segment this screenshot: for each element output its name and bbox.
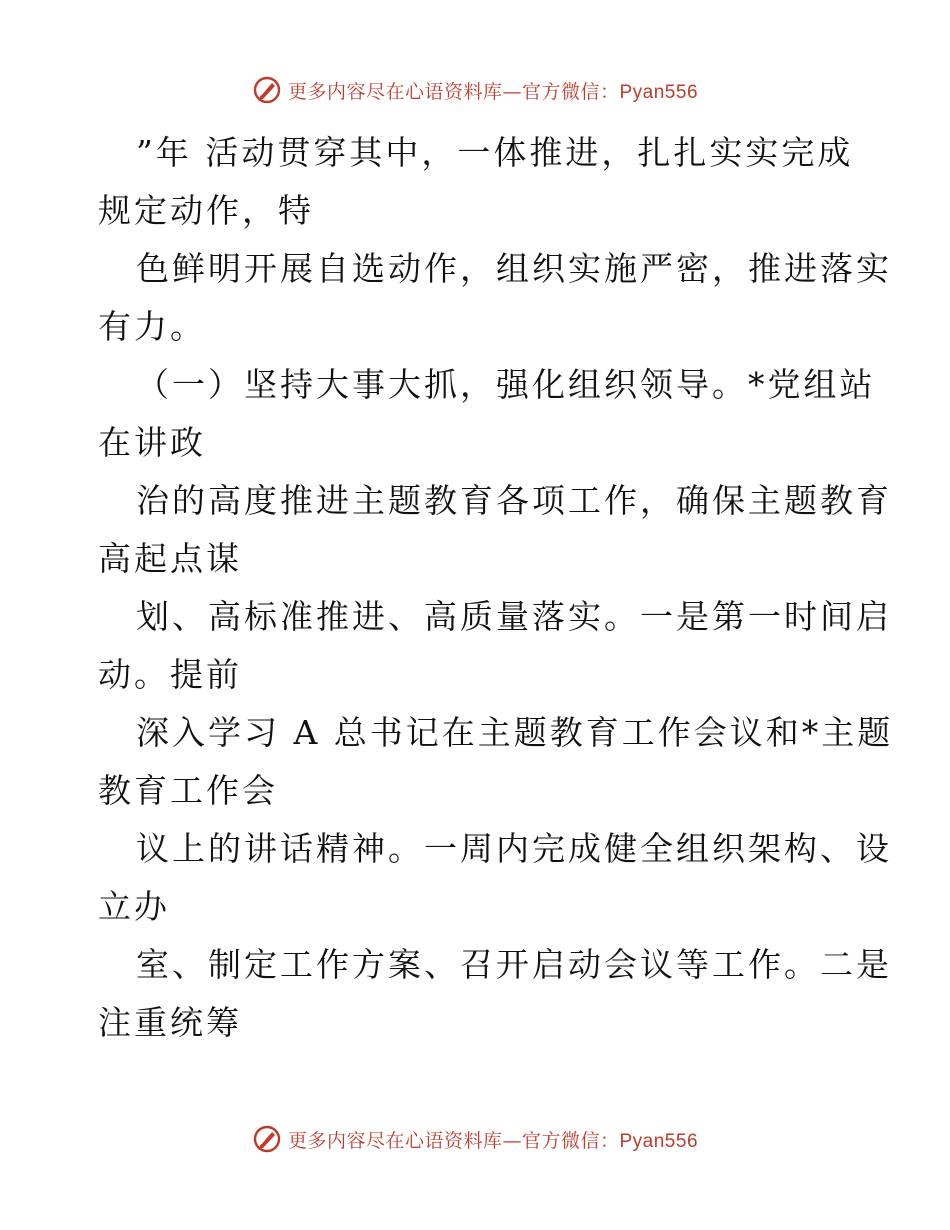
text-line: 议上的讲话精神。一周内完成健全组织架构、设 bbox=[136, 829, 892, 868]
text-line: 动。提前 bbox=[98, 655, 242, 694]
header-watermark bbox=[0, 72, 950, 108]
text-line: 教育工作会 bbox=[98, 771, 278, 810]
text-line: 划、高标准推进、高质量落实。一是第一时间启 bbox=[136, 597, 892, 636]
text-line: 在讲政 bbox=[98, 423, 206, 462]
text-line: 色鲜明开展自选动作，组织实施严密，推进落实 bbox=[136, 249, 892, 288]
text-line: 深入学习 A 总书记在主题教育工作会议和*主题 bbox=[136, 713, 894, 752]
text-line: 有力。 bbox=[98, 307, 206, 346]
text-line: 高起点谋 bbox=[98, 539, 242, 578]
text-line: 立办 bbox=[98, 887, 170, 926]
watermark-id: Pyan556 bbox=[619, 81, 699, 103]
watermark-text: 更多内容尽在心语资料库 bbox=[287, 80, 503, 103]
text-line: 室、制定工作方案、召开启动会议等工作。二是 bbox=[136, 945, 892, 984]
body-text bbox=[98, 124, 894, 1052]
watermark-label: 官方微信： bbox=[521, 1129, 620, 1152]
watermark-text: 更多内容尽在心语资料库 bbox=[287, 1129, 503, 1152]
text-line: 注重统筹 bbox=[98, 1003, 242, 1042]
text-line: 治的高度推进主题教育各项工作，确保主题教育 bbox=[136, 481, 892, 520]
text-line: （一）坚持大事大抓，强化组织领导。*党组站 bbox=[136, 365, 876, 404]
pen-logo-icon bbox=[252, 75, 282, 105]
watermark-dash: — bbox=[502, 80, 522, 103]
watermark-label: 官方微信： bbox=[521, 80, 620, 103]
watermark-id: Pyan556 bbox=[619, 1130, 699, 1152]
watermark-dash: — bbox=[502, 1129, 522, 1152]
pen-logo-icon bbox=[252, 1124, 282, 1154]
text-line: 规定动作，特 bbox=[98, 191, 314, 230]
text-line: ”年 活动贯穿其中，一体推进，扎扎实实完成 bbox=[136, 133, 854, 172]
footer-watermark bbox=[0, 1121, 950, 1157]
